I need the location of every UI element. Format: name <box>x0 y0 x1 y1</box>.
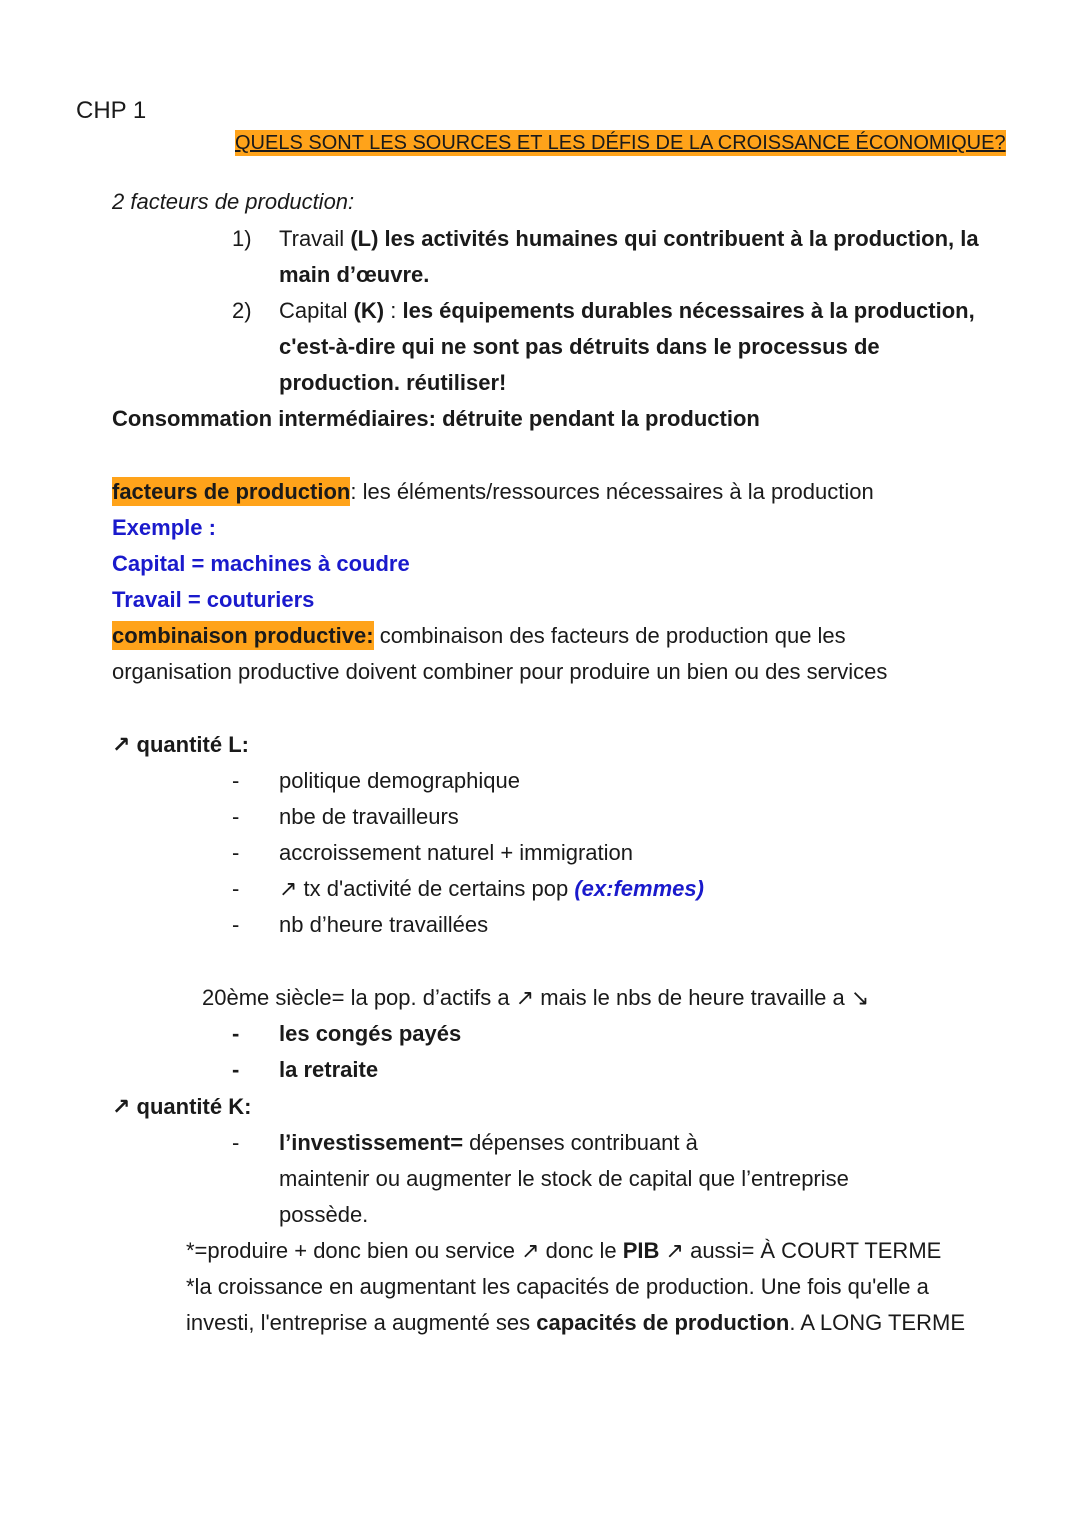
up-arrow-icon: ↗ <box>279 877 298 902</box>
list-bullet: - <box>232 1130 240 1155</box>
up-arrow-icon: ↗ <box>521 1239 540 1264</box>
note-long-term-line2 <box>186 1308 965 1338</box>
activity-rate-example: (ex:femmes) <box>574 876 704 901</box>
century-note-b: mais le nbs de heure travaille a <box>534 985 851 1010</box>
list-item: accroissement naturel + immigration <box>279 840 633 865</box>
note-short-term-a: *=produire + donc bien ou service <box>186 1238 522 1263</box>
century-note <box>202 983 869 1014</box>
investment-line3: possède. <box>279 1202 369 1227</box>
factor-1-line1 <box>279 224 979 254</box>
consommation-intermediaires: Consommation intermédiaires: détruite pendant la production <box>112 406 760 431</box>
note-short-term-b: donc le <box>539 1238 623 1263</box>
page-title <box>235 128 1006 158</box>
factor-2-lead: Capital <box>279 298 354 323</box>
factor-1-line2: main d’œuvre. <box>279 262 430 287</box>
note-long-term-a: investi, l'entreprise a augmenté ses <box>186 1310 537 1335</box>
example-capital: Capital = machines à coudre <box>112 551 410 576</box>
def-combinaison-productive <box>112 621 846 651</box>
note-long-term-c: . A LONG TERME <box>789 1310 965 1335</box>
def-combinaison-line2: organisation productive doivent combiner pour produire un bien ou des services <box>112 659 888 684</box>
example-label: Exemple : <box>112 515 216 540</box>
def-facteurs-production <box>112 477 874 507</box>
list-bullet: - <box>232 840 240 865</box>
up-arrow-icon: ↗ <box>665 1239 684 1264</box>
factor-2-line1 <box>279 296 975 326</box>
up-arrow-icon: ↗ <box>112 1095 131 1120</box>
investment-line2: maintenir ou augmenter le stock de capital que l’entreprise <box>279 1166 849 1191</box>
page-title-text: QUELS SONT LES SOURCES ET LES DÉFIS DE LA CROISSANCE ÉCONOMIQUE? <box>235 132 1006 154</box>
list-item: nb d’heure travaillées <box>279 912 489 937</box>
factor-1-number: 1) <box>232 226 252 251</box>
factor-2-number: 2) <box>232 298 252 323</box>
down-arrow-icon: ↘ <box>850 986 870 1011</box>
list-bullet: - <box>232 1021 240 1046</box>
list-bullet: - <box>232 804 240 829</box>
factor-2-line2: c'est-à-dire qui ne sont pas détruits dans le processus de <box>279 334 880 359</box>
factor-1-definition: (L) les activités humaines qui contribuent à la production, la <box>350 226 979 251</box>
chapter-label: CHP 1 <box>76 97 147 124</box>
sub-item-retraite: la retraite <box>279 1057 379 1082</box>
up-arrow-icon: ↗ <box>515 986 535 1011</box>
list-item: nbe de travailleurs <box>279 804 459 829</box>
up-arrow-icon: ↗ <box>112 733 131 758</box>
factor-1-lead: Travail <box>279 226 351 251</box>
list-bullet: - <box>232 876 240 901</box>
def-combinaison-text: combinaison des facteurs de production que les <box>373 623 846 648</box>
quantity-l-label: quantité L: <box>130 732 249 757</box>
activity-rate-text: tx d'activité de certains pop <box>297 876 575 901</box>
note-short-term <box>186 1236 941 1267</box>
pib-term: PIB <box>622 1238 660 1263</box>
list-item: politique demographique <box>279 768 520 793</box>
century-note-a: 20ème siècle= la pop. d’actifs a <box>202 985 516 1010</box>
factor-2-definition: les équipements durables nécessaires à la production, <box>402 298 975 323</box>
term-facteurs-production: facteurs de production <box>112 479 351 504</box>
list-bullet: - <box>232 768 240 793</box>
list-bullet: - <box>232 912 240 937</box>
note-short-term-c: aussi= À COURT TERME <box>683 1238 942 1263</box>
term-combinaison-productive: combinaison productive: <box>112 623 374 648</box>
example-travail: Travail = couturiers <box>112 587 315 612</box>
quantity-l-heading <box>112 730 249 761</box>
quantity-k-heading <box>112 1092 251 1123</box>
def-facteurs-production-text: : les éléments/ressources nécessaires à la production <box>350 479 874 504</box>
factor-2-k: (K) <box>353 298 385 323</box>
quantity-k-label: quantité K: <box>130 1094 252 1119</box>
list-item-activity-rate <box>279 874 704 905</box>
investment-line1 <box>279 1128 698 1158</box>
investment-term: l’investissement= <box>279 1130 464 1155</box>
factor-2-sep: : <box>384 298 403 323</box>
factors-heading: 2 facteurs de production: <box>112 189 355 214</box>
list-bullet: - <box>232 1057 240 1082</box>
factor-2-line3: production. réutiliser! <box>279 370 507 395</box>
capacites-term: capacités de production <box>536 1310 790 1335</box>
note-long-term-line1: *la croissance en augmentant les capacités de production. Une fois qu'elle a <box>186 1274 929 1299</box>
investment-def: dépenses contribuant à <box>463 1130 698 1155</box>
sub-item-conges: les congés payés <box>279 1021 462 1046</box>
